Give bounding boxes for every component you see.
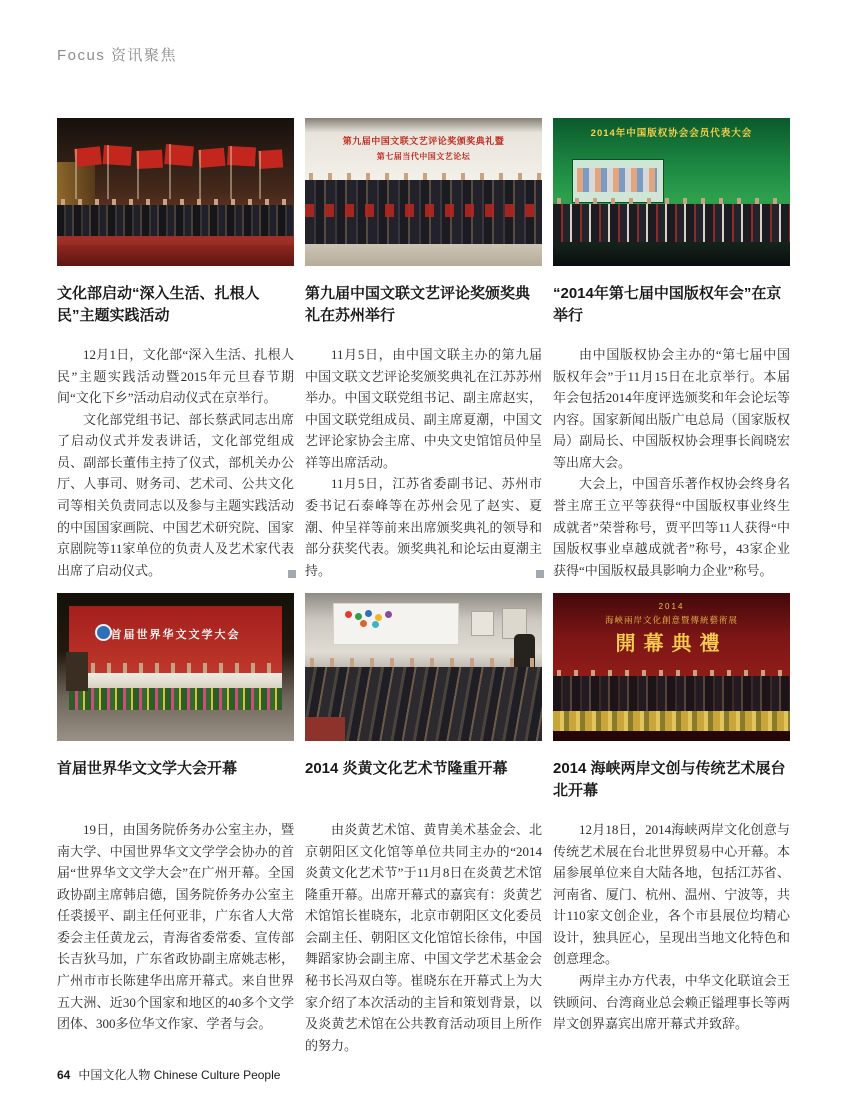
article-photo-conference-backdrop: [57, 593, 294, 741]
magazine-name: 中国文化人物 Chinese Culture People: [78, 1068, 281, 1082]
flower-border: [69, 688, 282, 710]
paragraph: 12月1日，文化部“深入生活、扎根人民”主题实践活动暨2015年元旦春节期间“文化下乡”活动启动仪式在京举行。: [57, 347, 294, 406]
paragraph: 由中国版权协会主办的“第七届中国版权年会”于11月15日在北京举行。本届年会包括2014年度评选颁奖和年会论坛等内容。国家新闻出版广电总局（国家版权局）副局长、中国版权协会理事长阎晓宏等出席大会。: [553, 347, 790, 470]
photo-banner-line: 2014: [658, 601, 685, 611]
paragraph: 大会上，中国音乐著作权协会终身名誉主席王立平等获得“中国版权事业终生成就者”荣誉称号，贾平凹等11人获得“中国版权事业卓越成就者”称号，43家企业获得“中国版权最具影响力企业”称号。: [553, 476, 790, 578]
paragraph: 两岸主办方代表，中华文化联谊会王铁顾问、台湾商业总会赖正镒理事长等两岸文创界嘉宾出席开幕式并致辞。: [553, 973, 790, 1032]
article-taipei-expo: [553, 593, 790, 1056]
photo-banner-line: 海峽兩岸文化創意暨傳統藝術展: [604, 614, 738, 625]
article-title: 首届世界华文文学大会开幕: [57, 760, 238, 777]
paragraph: 11月5日，由中国文联主办的第九届中国文联文艺评论奖颁奖典礼在江苏苏州举办。中国文联党组书记、副主席赵实，中国文联党组成员、副主席夏潮，中国文艺评论家协会主席、中央文史馆馆员仲呈祥等出席活动。: [305, 347, 542, 470]
row-divider-dot: [536, 570, 544, 578]
article-wenlian-award: [305, 118, 542, 581]
article-photo-green-stage: [553, 118, 790, 266]
row-divider-dot: [288, 570, 296, 578]
red-chair: [305, 717, 345, 741]
article-title: 2014 炎黄文化艺术节隆重开幕: [305, 760, 508, 777]
page-footer: [57, 1066, 280, 1083]
article-culture-ministry: [57, 118, 294, 581]
photo-banner-line: 首届世界华文文学大会: [110, 628, 241, 641]
conference-table: [69, 673, 282, 688]
article-body: [553, 344, 790, 581]
article-title: 2014 海峡两岸文创与传统艺术展台北开幕: [553, 760, 786, 799]
people-heads-row: [71, 663, 280, 673]
paragraph: 由炎黄艺术馆、黄胄美术基金会、北京朝阳区文化馆等单位共同主办的“2014炎黄文化艺术节”于11月8日在炎黄艺术馆隆重开幕。出席开幕式的嘉宾有：炎黄艺术馆馆长崔晓东，北京市朝阳区文化委员会副主任、朝阳区文化馆馆长徐伟，中国舞蹈家协会副主席、中国文学艺术基金会秘书长冯双白等。崔晓东在开幕式上为大家介绍了本次活动的主旨和策划背景，以及炎黄艺术馆在公共教育活动项目上所作的努力。: [305, 822, 542, 1053]
photo-banner-line: 開幕典禮: [615, 633, 728, 656]
paragraph: 19日，由国务院侨务办公室主办，暨南大学、中国世界华文文学学会协办的首届“世界华文文学大会”在广州开幕。全国政协副主席韩启德，国务院侨务办公室主任裘援平、副主任何亚非，广东省人大常委会主任黄龙云，青海省委常委、宣传部长吉狄马加，广东省政协副主席姚志彬，广州市市长陈建华出席开幕式。来自世界五大洲、近30个国家和地区的40多个文学团体、300多位华文作家、学者与会。: [57, 822, 294, 1032]
flower-bed: [553, 711, 790, 732]
article-photo-expo-opening: [553, 593, 790, 741]
photo-banner-line: 2014年中国版权协会会员代表大会: [590, 128, 753, 140]
stage-floor: [553, 242, 790, 266]
article-huawen-literature: [57, 593, 294, 1056]
paragraph: 文化部党组书记、部长蔡武同志出席了启动仪式并发表讲话，文化部党组成员、副部长董伟主持了仪式，部机关办公厅、人事司、财务司、艺术司、公共文化司等相关负责同志以及参与主题实践活动的中国国家画院、中国艺术研究院、国家京剧院等11家单位的负责人及艺术家代表出席了启动仪式。: [57, 411, 294, 578]
article-body: [57, 819, 294, 1035]
people-row: [553, 676, 790, 712]
red-flags-graphic: [66, 139, 284, 201]
white-banner: [333, 603, 458, 645]
red-certificates-row: [305, 204, 542, 217]
article-title: “2014年第七届中国版权年会”在京举行: [553, 285, 782, 324]
photo-banner-line: 第九届中国文联文艺评论奖颁奖典礼暨: [342, 136, 505, 147]
row-1: [57, 118, 790, 581]
row-2: [57, 593, 790, 1056]
article-body: [305, 819, 542, 1056]
stage-front: [553, 731, 790, 741]
article-photo-gallery-audience: [305, 593, 542, 741]
podium: [66, 652, 87, 690]
screen-content: [577, 168, 658, 192]
article-photo-flags-stage: [57, 118, 294, 266]
paragraph: 11月5日，江苏省委副书记、苏州市委书记石泰峰等在苏州会见了赵实、夏潮、仲呈祥等前来出席颁奖典礼的领导和部分获奖代表。颁奖典礼和论坛由夏潮主持。: [305, 476, 542, 578]
festival-logo-dots: [345, 611, 352, 618]
photo-banner-line: 第七届当代中国文艺论坛: [376, 151, 471, 161]
article-body: [57, 344, 294, 581]
wall-poster: [471, 611, 494, 637]
stage-floor: [305, 244, 542, 266]
red-carpet: [57, 245, 294, 266]
article-body: [553, 819, 790, 1035]
section-header: Focus 资讯聚焦: [57, 47, 178, 64]
article-body: [305, 344, 542, 581]
article-copyright-congress: [553, 118, 790, 581]
page-number: 64: [57, 1068, 71, 1082]
article-yanhuang-festival: [305, 593, 542, 1056]
article-title: 第九届中国文联文艺评论奖颁奖典礼在苏州举行: [305, 285, 531, 324]
paragraph: 12月18日，2014海峡两岸文化创意与传统艺术展在台北世界贸易中心开幕。本届参展单位来自大陆各地，包括江苏省、河南省、厦门、杭州、温州、宁波等，共计110家文创企业，各个市县展位均精心设计，独具匠心，呈现出当地文化特色和创意理念。: [553, 822, 790, 967]
article-photo-award-ceremony: [305, 118, 542, 266]
people-row: [553, 204, 790, 242]
people-row: [57, 205, 294, 236]
article-title: 文化部启动“深入生活、扎根人民”主题实践活动: [57, 285, 260, 324]
